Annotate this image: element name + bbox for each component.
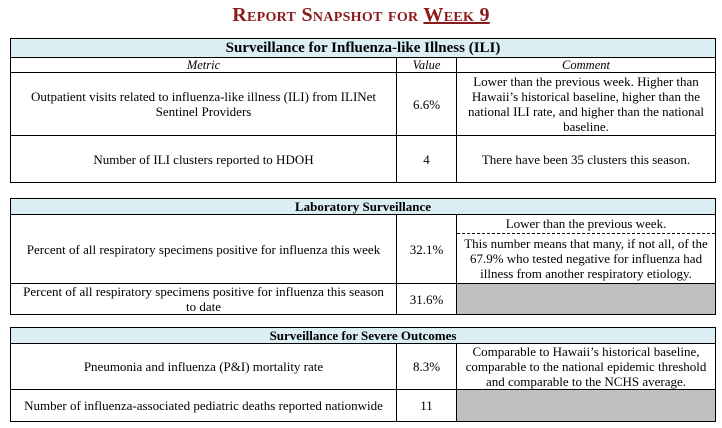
title-week: Week 9 bbox=[423, 4, 490, 26]
table-row bbox=[11, 215, 716, 284]
table-row bbox=[11, 73, 716, 136]
metric-cell: Number of ILI clusters reported to HDOH bbox=[11, 136, 397, 183]
comment-cell: There have been 35 clusters this season. bbox=[457, 136, 716, 183]
value-cell: 32.1% bbox=[397, 215, 457, 284]
metric-cell: Percent of all respiratory specimens positive for influenza this week bbox=[11, 215, 397, 284]
empty-gray-cell bbox=[457, 284, 716, 315]
comment-bottom: This number means that many, if not all, of the 67.9% who tested negative for influenza had illness from another respiratory etiology. bbox=[464, 236, 708, 281]
table-row bbox=[11, 344, 716, 390]
comment-top: Lower than the previous week. bbox=[457, 215, 715, 234]
table-row bbox=[11, 136, 716, 183]
lab-header: Laboratory Surveillance bbox=[11, 199, 716, 215]
value-cell: 8.3% bbox=[397, 344, 457, 390]
comment-cell: Comparable to Hawaii’s historical baseline, comparable to the national epidemic threshold and comparable to the NCHS average. bbox=[457, 344, 716, 390]
metric-cell: Pneumonia and influenza (P&I) mortality rate bbox=[11, 344, 397, 390]
empty-gray-cell bbox=[457, 390, 716, 422]
col-comment-header: Comment bbox=[457, 58, 716, 73]
metric-cell: Number of influenza-associated pediatric deaths reported nationwide bbox=[11, 390, 397, 422]
ili-header: Surveillance for Influenza-like Illness (ILI) bbox=[11, 39, 716, 58]
value-cell: 6.6% bbox=[397, 73, 457, 136]
col-value-header: Value bbox=[397, 58, 457, 73]
value-cell: 4 bbox=[397, 136, 457, 183]
table-row bbox=[11, 284, 716, 315]
report-title bbox=[0, 4, 722, 27]
table-row bbox=[11, 390, 716, 422]
comment-cell bbox=[457, 215, 716, 284]
ili-table bbox=[10, 38, 716, 183]
title-prefix: Report Snapshot for bbox=[232, 4, 424, 26]
value-cell: 31.6% bbox=[397, 284, 457, 315]
severe-table bbox=[10, 327, 716, 422]
value-cell: 11 bbox=[397, 390, 457, 422]
severe-header: Surveillance for Severe Outcomes bbox=[11, 328, 716, 344]
comment-cell: Lower than the previous week. Higher than Hawaii’s historical baseline, higher than the national ILI rate, and higher than the national baseline. bbox=[457, 73, 716, 136]
col-metric-header: Metric bbox=[11, 58, 397, 73]
lab-table bbox=[10, 198, 716, 315]
metric-cell: Percent of all respiratory specimens positive for influenza this season to date bbox=[11, 284, 397, 315]
metric-cell: Outpatient visits related to influenza-like illness (ILI) from ILINet Sentinel Providers bbox=[11, 73, 397, 136]
